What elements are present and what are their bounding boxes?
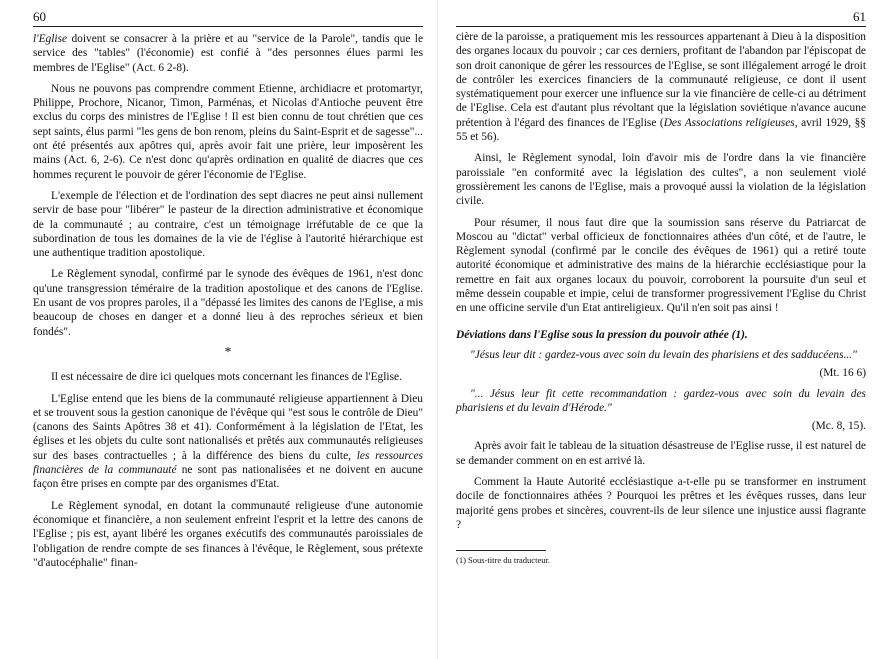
paragraph: Pour résumer, il nous faut dire que la soumission sans réserve du Patriarcat de Moscou au "dictat" verbal officieux de fonctionnaires athées d'un côté, et de l'autre, le Règlement synodal (confirmé par le concile des évêques de 1961) qui a retiré toute autorité économique et administrative des mains de la hiérarchie ecclésiastique pour la remettre en fait aux organes locaux du pouvoir, corroborent la poursuite d'un seul et même dessein coupable et impie, celui de transformer progressivement l'Eglise du Christ en une officine servile d'un Etat antireligieux. Qu'il n'en soit pas ainsi ! bbox=[456, 216, 866, 315]
text-run: ne sont pas nationalisées et ne doivent en aucune façon être prises en compte par des organismes d'Etat. bbox=[33, 464, 423, 491]
paragraph: Il est nécessaire de dire ici quelques mots concernant les finances de l'Eglise. bbox=[51, 371, 402, 384]
text-run: doivent se consacrer à la prière et au "service de la Parole", tandis que le service des "tables" (l'économie) est confié à "des personnes élues parmi les membres de l'Eglise" (Act. 6 2-8). bbox=[33, 33, 423, 74]
paragraph: L'exemple de l'élection et de l'ordination des sept diacres ne peut ainsi nullement servir de base pour "libérer" le pasteur de la direction administrative et économique de la communauté ; au contraire, c'est un témoignage irréfutable de ce que la subordination de tous les domaines de la vie de l'église à l'autorité hiérarchique est une authentique tradition apostolique. bbox=[33, 189, 423, 260]
quote-reference: (Mt. 16 6) bbox=[819, 367, 866, 380]
paragraph bbox=[456, 30, 866, 144]
italic-text: Des Associations religieuses, bbox=[663, 116, 798, 129]
right-page-number: 61 bbox=[853, 9, 866, 24]
text-run: cière de la paroisse, a pratiquement mis les ressources appartenant à Dieu à la disposition des organes locaux du pouvoir ; car ces derniers, profitant de l'abandon par l'épiscopat de son droit canonique de gérer les ressources de l'Eglise, se sont illégalement arrogé le droit de contrôler les exercices financiers de la communauté religieuse, ce dont il usent systématiquement pour exercer une influence sur la vie financière de celle-ci au détriment de l'Eglise. Cela est d'autant plus révoltant que la législation soviétique n'avance aucune prétention à l'égard des finances de l'Eglise ( bbox=[456, 31, 866, 129]
paragraph: Le Règlement synodal, en dotant la communauté religieuse d'une autonomie économique et financière, a non seulement enfreint l'esprit et la lettre des canons de l'Eglise ; pis est, ayant libéré les organes exécutifs des communautés paroissiales de l'obligation de rendre compte de ses finances à l'évêque, le Règlement, sous prétexte "d'autocéphalie" finan- bbox=[33, 499, 423, 569]
paragraph: Le Règlement synodal, confirmé par le synode des évêques de 1961, n'est donc qu'une transgression téméraire de la tradition apostolique et des canons de l'Eglise. En usant de vos propres paroles, il a "dépassé les limites des canons de l'Eglise, a mis beaucoup de choses en danger et a donné lieu à des reproches sérieux et bien fondés". bbox=[33, 268, 423, 338]
section-heading: Déviations dans l'Eglise sous la pression du pouvoir athée (1). bbox=[456, 328, 748, 341]
right-page-header bbox=[456, 8, 866, 27]
left-page-text bbox=[33, 32, 423, 577]
book-gutter bbox=[437, 0, 438, 659]
footnote: (1) Sous-titre du traducteur. bbox=[456, 555, 550, 566]
right-page-text bbox=[456, 30, 866, 566]
quote-text: "Jésus leur dit : gardez-vous avec soin du levain des pharisiens et des sadducéens..." bbox=[470, 348, 857, 361]
italic-text: l'Eglise bbox=[33, 33, 68, 45]
paragraph bbox=[33, 32, 423, 75]
paragraph: Ainsi, le Règlement synodal, loin d'avoir mis de l'ordre dans la vie financière paroissiale "en conformité avec la législation des cultes", a non seulement violé grossièrement les canons de l'Eglise, mais a provoqué aussi la violation de la législation civile. bbox=[456, 152, 866, 208]
paragraph bbox=[33, 392, 423, 492]
italic-text: les ressources financières de la communauté bbox=[33, 449, 423, 477]
text-run: avril 1929, §§ 55 et 56). bbox=[456, 116, 866, 144]
text-run: L'Eglise entend que les biens de la communauté religieuse appartiennent à Dieu et se trouvent sous la gestion canonique de l'évêque qui "est sous le contrôle de Dieu" (canons des Saints Apôtres 38 et 41). Conformément à la législation de l'Etat, les églises et les objets du culte sont nationalisés et prêtés aux communautés religieuses sur des bases contractuelles ; à la différence des biens du culte, bbox=[33, 392, 423, 462]
left-page-number: 60 bbox=[33, 9, 46, 24]
section-separator: * bbox=[224, 344, 232, 360]
quote-text: "... Jésus leur fit cette recommandation : gardez-vous avec soin du levain des pharisiens et du levain d'Hérode." bbox=[456, 387, 866, 414]
paragraph: Nous ne pouvons pas comprendre comment Etienne, archidiacre et protomartyr, Philippe, Prochore, Nicanor, Timon, Parménas, et Nicolas d'Antioche peuvent être exclus du corps des ministres de l'Eglise ! Il est bien connu de tout chrétien que ces sept saints, élus parmi "les gens de bon renom, pleins du Saint-Esprit et de sagesse"... ont été présentés aux apôtres qui, après avoir fait une prière, leur imposèrent les mains (Act. 6, 2-6). Ce n'est donc qu'après ordination en qualité de diacres que ces hommes reçurent le pouvoir de gérer l'économie de l'Eglise. bbox=[33, 82, 423, 181]
paragraph: Après avoir fait le tableau de la situation désastreuse de l'Eglise russe, il est naturel de se demander comment on en est arrivé là. bbox=[456, 440, 866, 467]
paragraph: Comment la Haute Autorité ecclésiastique a-t-elle pu se transformer en instrument docile de fonctionnaires athées ? Pourquoi les prêtres et les évêques russes, dans leur majorité gens probes et sincères, couvrent-ils de leur silence une injustice aussi flagrante ? bbox=[456, 476, 866, 531]
footnote-rule bbox=[456, 550, 546, 551]
left-page-header bbox=[33, 8, 423, 27]
quote-reference: (Mc. 8, 15). bbox=[811, 420, 866, 433]
